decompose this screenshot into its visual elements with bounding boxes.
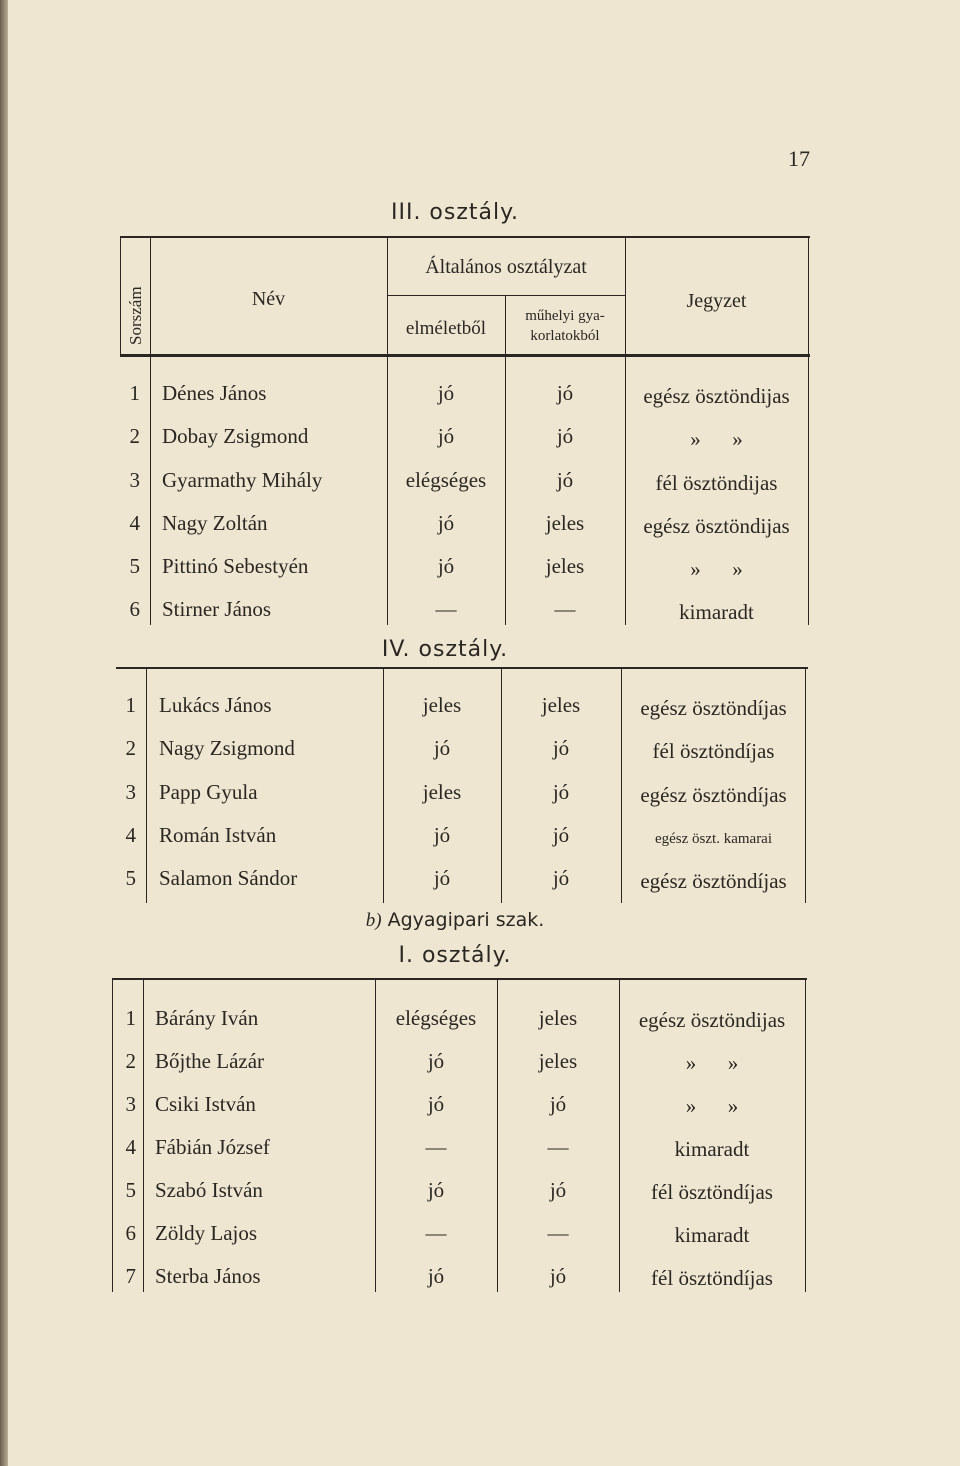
header-jegyzet: Jegyzet	[686, 290, 747, 312]
grade-theory: jó	[433, 736, 451, 760]
table-top-rule	[120, 236, 810, 238]
grade-theory: elégséges	[395, 1006, 477, 1030]
note: kimaradt	[679, 600, 754, 624]
grade-practice: jeles	[538, 1049, 578, 1073]
class-title-iii: III. osztály.	[390, 200, 520, 225]
row-number: 4	[125, 1135, 136, 1159]
grade-practice: jó	[552, 823, 570, 847]
page-number: 17	[788, 146, 810, 171]
row-number: 5	[129, 554, 140, 578]
grade-theory: jó	[427, 1178, 445, 1202]
row-number: 3	[129, 468, 140, 492]
row-number: 6	[125, 1221, 136, 1245]
note: fél ösztöndíjas	[651, 1180, 773, 1204]
row-number: 7	[125, 1264, 136, 1288]
note: fél ösztöndíjas	[651, 1266, 773, 1290]
section-title-agyagipari	[320, 909, 590, 932]
header-bottom-rule	[120, 354, 810, 357]
note: kimaradt	[674, 1137, 750, 1161]
grade-theory: jó	[427, 1049, 445, 1073]
row-number: 6	[129, 597, 140, 621]
grade-theory: elégséges	[405, 468, 487, 492]
grade-theory: jó	[427, 1264, 445, 1288]
grade-practice: jó	[549, 1092, 567, 1116]
grade-practice: jó	[556, 468, 574, 492]
header-nev: Név	[251, 288, 286, 310]
grade-practice: jó	[556, 424, 574, 448]
row-number: 2	[125, 736, 136, 760]
header-sorszam: Sorszám	[126, 286, 145, 345]
grade-practice: —	[547, 1135, 569, 1159]
grade-practice: jeles	[541, 693, 581, 717]
grade-theory: jeles	[422, 780, 462, 804]
header-altalanos-osztalyzat: Általános osztályzat	[425, 256, 587, 278]
student-name: Szabó István	[155, 1178, 263, 1202]
grade-theory: jó	[437, 381, 455, 405]
student-name: Román István	[159, 823, 277, 847]
student-name: Pittinó Sebestyén	[162, 554, 309, 578]
note: fél ösztöndijas	[655, 471, 778, 495]
student-name: Fábián József	[155, 1135, 270, 1159]
student-name: Dobay Zsigmond	[162, 424, 309, 448]
student-name: Bőjthe Lázár	[155, 1049, 265, 1073]
student-name: Bárány Iván	[155, 1006, 259, 1030]
student-name: Gyarmathy Mihály	[162, 468, 323, 492]
note: » »	[690, 557, 743, 581]
note: egész ösztöndíjas	[640, 696, 787, 720]
note: egész ösztöndíjas	[640, 783, 787, 807]
note: egész ösztöndijas	[638, 1008, 786, 1032]
table-top-rule	[112, 978, 807, 980]
student-name: Papp Gyula	[159, 780, 258, 804]
student-name: Stirner János	[162, 597, 272, 621]
section-label: Agyagipari szak.	[387, 909, 545, 931]
grade-practice: jó	[549, 1178, 567, 1202]
grade-practice: jeles	[538, 1006, 578, 1030]
row-number: 2	[125, 1049, 136, 1073]
section-letter: b)	[365, 910, 382, 931]
note: » »	[690, 427, 743, 451]
note: kimaradt	[674, 1223, 750, 1247]
grade-theory: jó	[437, 554, 455, 578]
note: egész ösztöndijas	[643, 384, 790, 408]
class-title-iv: IV. osztály.	[381, 637, 509, 662]
student-name: Dénes János	[162, 381, 267, 405]
student-name: Salamon Sándor	[159, 866, 298, 890]
grade-theory: jó	[433, 823, 451, 847]
header-muhelyi: műhelyi gya- korlatokból	[525, 308, 605, 344]
grade-practice: jó	[549, 1264, 567, 1288]
row-number: 3	[125, 1092, 136, 1116]
note: fél ösztöndíjas	[652, 739, 775, 763]
grade-practice: jó	[552, 866, 570, 890]
student-name: Nagy Zoltán	[162, 511, 268, 535]
grade-theory: —	[435, 597, 457, 621]
grade-theory: —	[425, 1221, 447, 1245]
note: egész ösztöndíjas	[640, 869, 787, 893]
row-number: 1	[129, 381, 140, 405]
row-number: 4	[129, 511, 140, 535]
note: egész öszt. kamarai	[654, 831, 773, 847]
grade-theory: jeles	[422, 693, 462, 717]
class-title-i: I. osztály.	[398, 943, 512, 968]
row-number: 5	[125, 1178, 136, 1202]
grade-practice: jeles	[545, 554, 585, 578]
row-number: 4	[125, 823, 136, 847]
grade-theory: —	[425, 1135, 447, 1159]
grade-practice: —	[547, 1221, 569, 1245]
row-number: 5	[125, 866, 136, 890]
row-number: 2	[129, 424, 140, 448]
note: egész ösztöndijas	[643, 514, 790, 538]
grade-theory: jó	[437, 424, 455, 448]
grade-theory: jó	[427, 1092, 445, 1116]
grade-practice: jó	[552, 736, 570, 760]
grade-practice: jó	[556, 381, 574, 405]
note: » »	[685, 1051, 739, 1075]
grade-theory: jó	[433, 866, 451, 890]
grade-practice: —	[554, 597, 576, 621]
student-name: Nagy Zsigmond	[159, 736, 295, 760]
student-name: Zöldy Lajos	[155, 1221, 258, 1245]
row-number: 1	[125, 693, 136, 717]
note: » »	[685, 1094, 739, 1118]
table-top-rule	[116, 667, 808, 669]
page-edge	[0, 0, 8, 1466]
grade-practice: jó	[552, 780, 570, 804]
student-name: Lukács János	[159, 693, 272, 717]
student-name: Sterba János	[155, 1264, 261, 1288]
header-elmeletbol: elméletből	[405, 318, 487, 339]
row-number: 1	[125, 1006, 136, 1030]
grade-practice: jeles	[545, 511, 585, 535]
student-name: Csiki István	[155, 1092, 256, 1116]
grade-theory: jó	[437, 511, 455, 535]
row-number: 3	[125, 780, 136, 804]
